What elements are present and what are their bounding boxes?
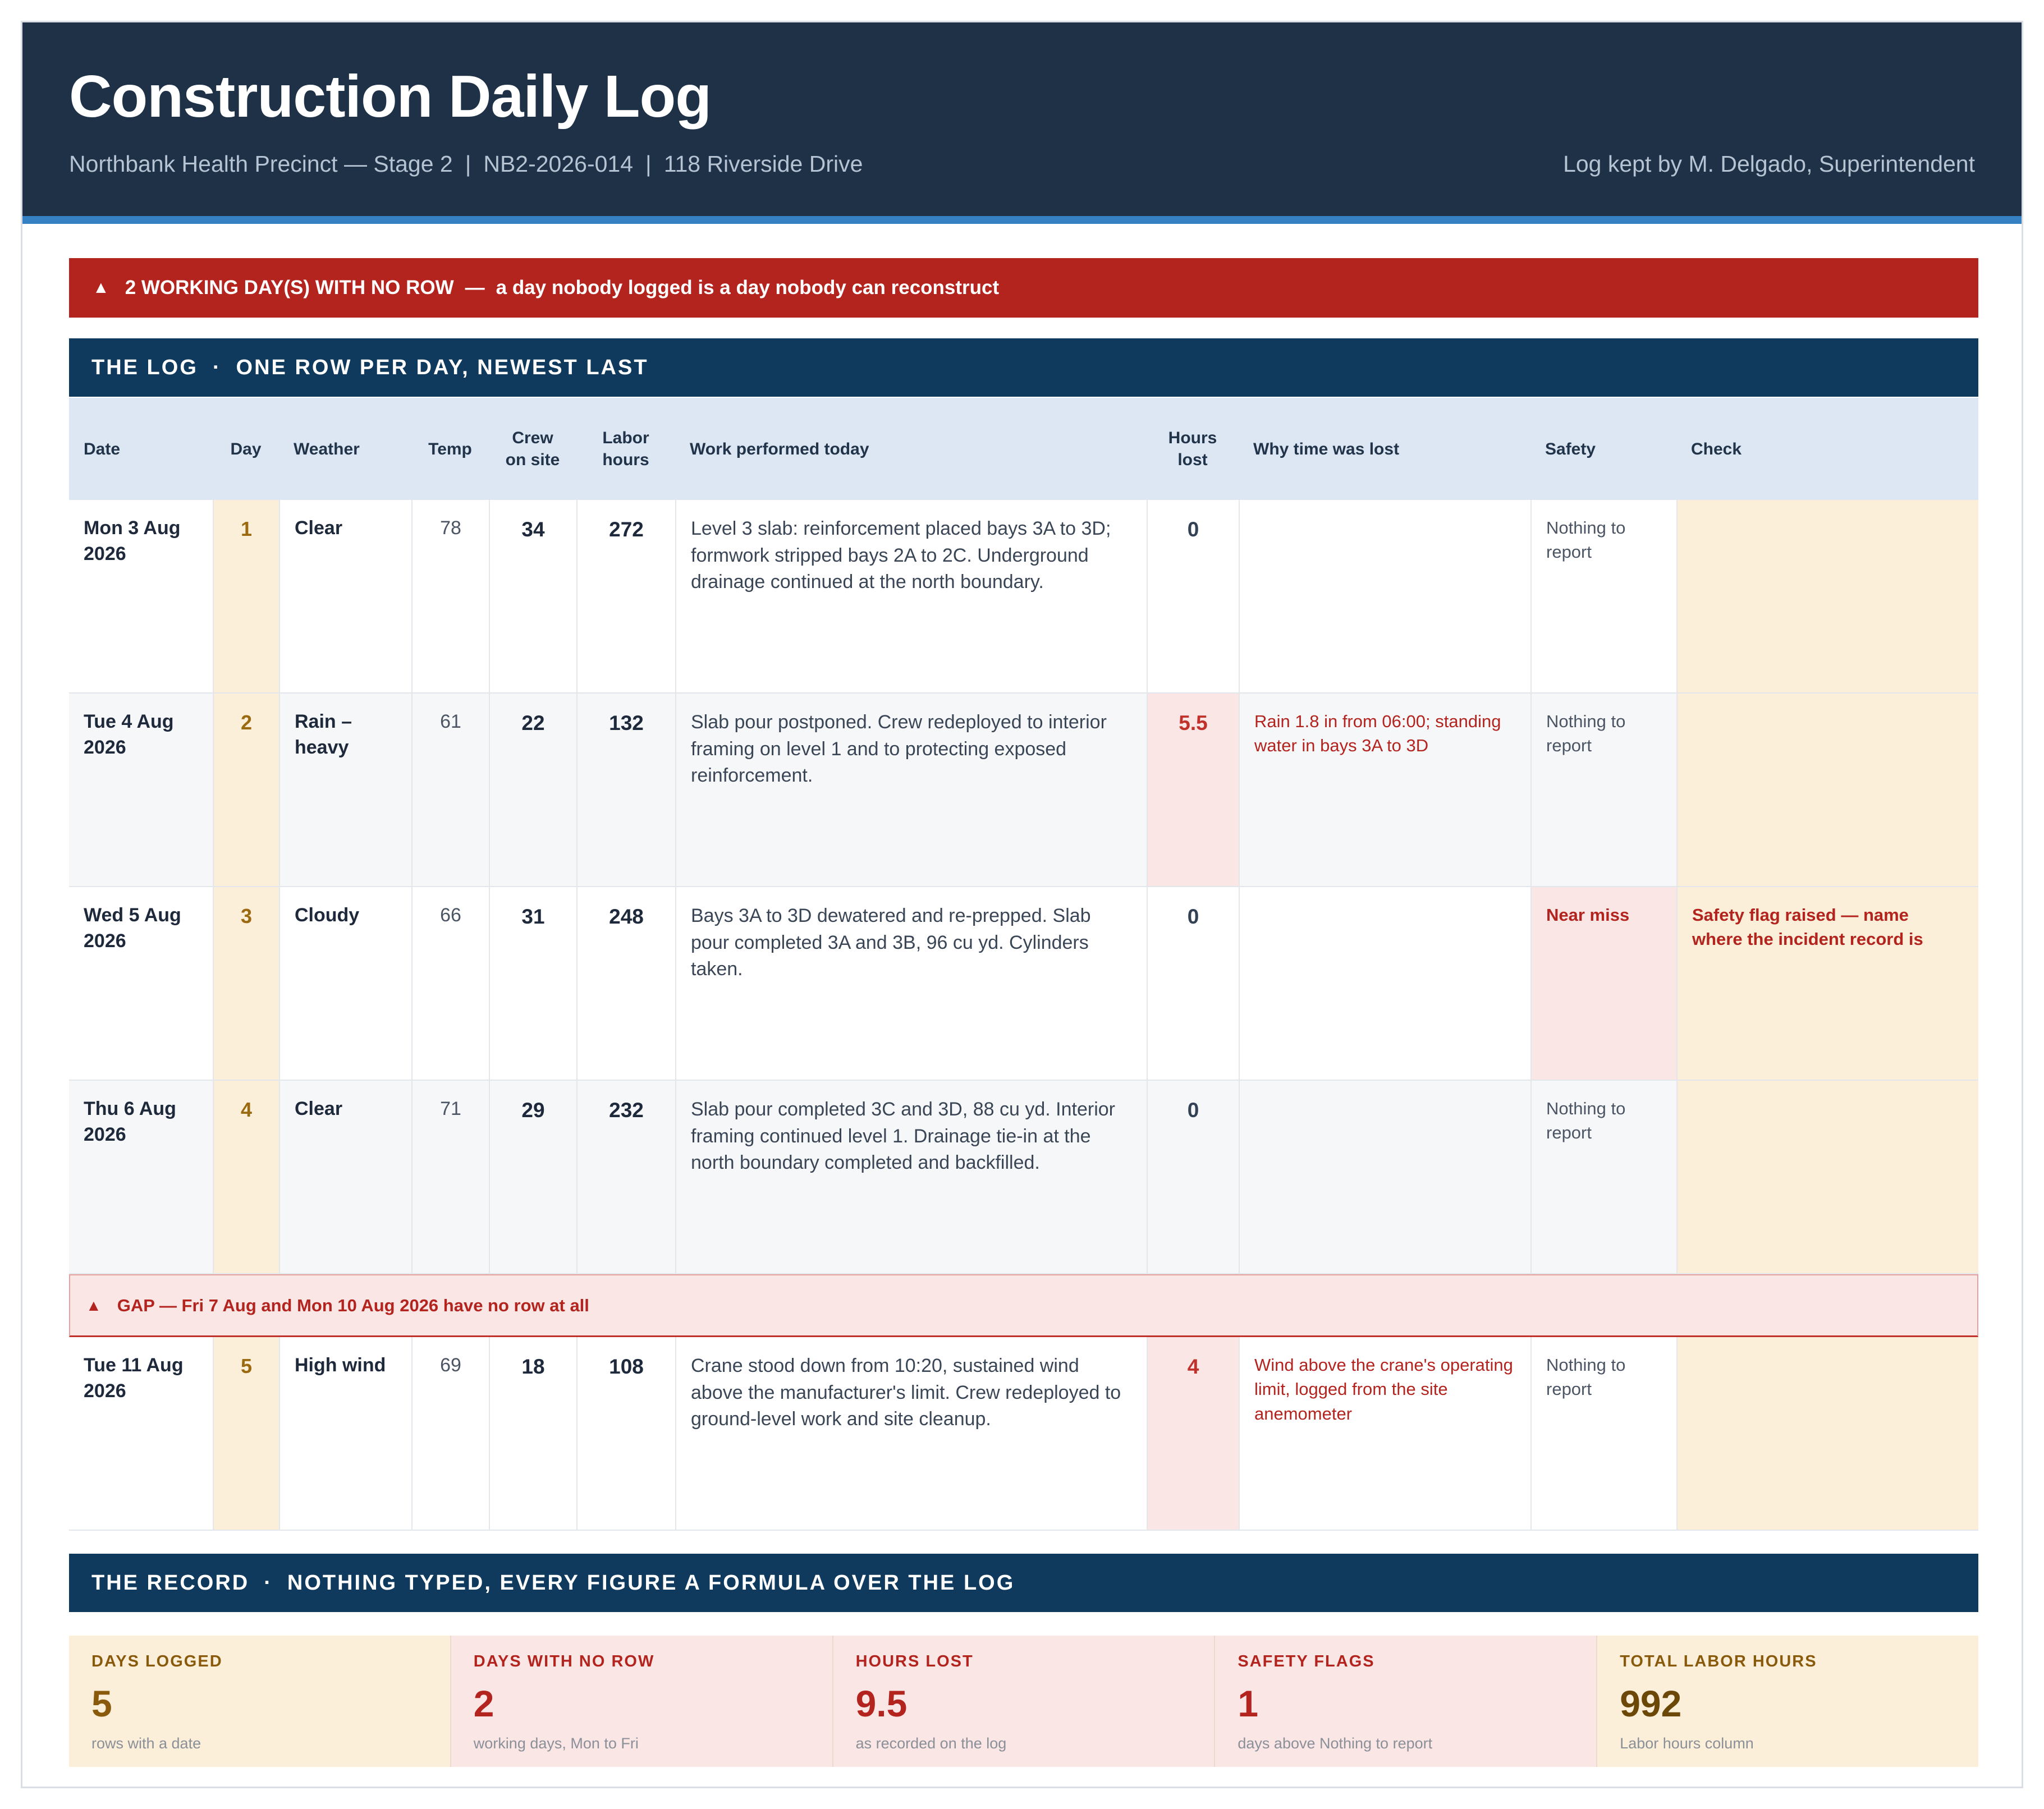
day-number-cell [213,1337,279,1530]
weather-text: Clear [295,1098,343,1119]
summary-note: as recorded on the log [855,1735,1007,1752]
date-year: 2026 [84,543,126,564]
table-row [69,1081,1978,1274]
temp-value: 71 [440,1098,461,1119]
col-header-day: Day [230,439,262,458]
why-cell [1239,694,1530,886]
hours-lost-cell [1147,887,1239,1080]
temp-value: 66 [440,904,461,926]
alert-headline: 2 WORKING DAY(S) WITH NO ROW [125,277,454,299]
temp-value: 69 [440,1355,461,1376]
check-warning-text: Safety flag raised — name where the incident record is [1692,905,1923,949]
summary-card-total-labor [1597,1636,1978,1767]
why-cell [1239,887,1530,1080]
summary-value: 5 [91,1683,112,1724]
record-section-title: THE RECORD [91,1571,250,1595]
labor-cell [576,1081,675,1273]
weather-cell [279,1081,411,1273]
gap-warning-row [69,1274,1978,1337]
why-cell [1239,1081,1530,1273]
missing-days-alert [69,258,1978,318]
crew-value: 34 [521,518,545,541]
summary-value: 9.5 [855,1683,908,1724]
weather-text: High wind [295,1355,386,1376]
weather-text: Rain – [295,711,352,732]
col-header-crew-line1: Crew [512,429,553,447]
meta-separator: | [465,151,471,177]
warning-icon: ▲ [93,278,109,297]
record-section-subtitle: NOTHING TYPED, EVERY FIGURE A FORMULA OVER THE LOG [287,1571,1015,1595]
col-header-check: Check [1691,439,1742,458]
col-header-why: Why time was lost [1253,439,1400,458]
hours-lost-value: 0 [1187,1099,1199,1122]
hours-lost-cell [1147,1081,1239,1273]
summary-label: SAFETY FLAGS [1238,1652,1375,1670]
summary-note: Labor hours column [1620,1735,1754,1752]
temp-cell [411,1337,489,1530]
summary-note: working days, Mon to Fri [473,1735,639,1752]
warning-icon: ▲ [86,1296,102,1314]
table-header [69,398,1978,500]
summary-label: HOURS LOST [855,1652,974,1670]
site-address: 118 Riverside Drive [663,151,863,177]
log-section-title: THE LOG [91,355,198,379]
date-year: 2026 [84,1380,126,1402]
record-section-band [69,1554,1978,1612]
weather-text: Clear [295,517,343,539]
day-number: 3 [240,904,253,928]
crew-value: 18 [521,1355,545,1378]
col-header-safety: Safety [1545,439,1596,458]
work-cell [675,694,1147,886]
alert-message: a day nobody logged is a day nobody can reconstruct [496,277,1000,299]
col-header-hours-line1: Hours [1168,429,1217,447]
summary-label: DAYS WITH NO ROW [473,1652,655,1670]
temp-value: 78 [440,517,461,539]
hours-lost-cell [1147,500,1239,692]
weather-cell [279,500,411,692]
hours-lost-value: 5.5 [1179,711,1208,734]
summary-value: 1 [1238,1683,1259,1724]
date-year: 2026 [84,1123,126,1145]
hours-lost-value: 0 [1187,905,1199,928]
check-cell [1676,500,1978,692]
why-cell [1239,500,1530,692]
log-section-band [69,338,1978,397]
work-text: Level 3 slab: reinforcement placed bays 3A to 3D; formwork stripped bays 2A to 2C. Underground drainage continued at the north boundary. [691,518,1111,593]
header-accent-rule [22,216,2022,224]
date-cell [69,694,213,886]
log-section-subtitle: ONE ROW PER DAY, NEWEST LAST [236,355,649,379]
safety-flag-cell [1530,887,1676,1080]
why-text: Rain 1.8 in from 06:00; standing water in bays 3A to 3D [1254,711,1501,756]
date-line: Wed 5 Aug [84,904,181,926]
date-year: 2026 [84,736,126,758]
summary-value: 992 [1620,1683,1682,1724]
col-header-temp: Temp [428,439,472,458]
date-cell [69,887,213,1080]
col-header-crew-line2: on site [505,451,560,469]
col-header-date: Date [84,439,121,458]
summary-label: TOTAL LABOR HOURS [1620,1652,1817,1670]
date-line: Mon 3 Aug [84,517,181,539]
temp-cell [411,1081,489,1273]
summary-card-days-logged [69,1636,451,1767]
safety-text: Nothing to report [1546,1099,1626,1143]
day-number: 4 [240,1098,253,1121]
work-cell [675,1337,1147,1530]
weather-cell [279,887,411,1080]
summary-label: DAYS LOGGED [91,1652,223,1670]
weather-cell [279,694,411,886]
table-row [69,887,1978,1081]
hours-lost-cell [1147,1337,1239,1530]
project-meta [69,151,863,177]
work-cell [675,887,1147,1080]
col-header-labor [576,398,675,500]
date-line: Thu 6 Aug [84,1098,176,1119]
summary-card-hours-lost [833,1636,1216,1767]
gap-warning-text: GAP — Fri 7 Aug and Mon 10 Aug 2026 have no row at all [117,1295,589,1315]
daily-log-page [21,21,2023,1788]
labor-value: 108 [609,1355,644,1378]
why-cell [1239,1337,1530,1530]
temp-cell [411,694,489,886]
col-header-hours-lost [1147,398,1239,500]
day-number-cell [213,1081,279,1273]
safety-cell [1530,1337,1676,1530]
crew-cell [489,1337,576,1530]
temp-cell [411,500,489,692]
safety-cell [1530,500,1676,692]
crew-value: 29 [521,1099,545,1122]
weather-text-2: heavy [295,736,349,758]
hours-lost-value: 0 [1187,518,1199,541]
date-line: Tue 4 Aug [84,711,174,732]
work-text: Slab pour postponed. Crew redeployed to interior framing on level 1 and to protecting exposed reinforcement. [691,711,1107,787]
day-number: 5 [240,1355,253,1378]
day-number: 2 [240,711,253,734]
col-header-crew [489,398,576,500]
crew-cell [489,887,576,1080]
work-text: Bays 3A to 3D dewatered and re-prepped. Slab pour completed 3A and 3B, 96 cu yd. Cylinders taken. [691,905,1091,980]
job-number: NB2-2026-014 [483,151,634,177]
summary-note: days above Nothing to report [1238,1735,1433,1752]
col-header-hours-line2: lost [1177,451,1208,469]
table-row [69,500,1978,694]
summary-card-days-no-row [451,1636,833,1767]
crew-cell [489,1081,576,1273]
check-cell [1676,1337,1978,1530]
date-year: 2026 [84,930,126,952]
crew-value: 31 [521,905,545,928]
col-header-labor-line1: Labor [602,429,649,447]
band-dot: · [264,1571,273,1595]
labor-cell [576,1337,675,1530]
date-cell [69,1081,213,1273]
safety-text: Nothing to report [1546,1355,1626,1399]
temp-value: 61 [440,711,461,732]
date-line: Tue 11 Aug [84,1355,184,1376]
summary-value: 2 [473,1683,494,1724]
band-dot: · [212,355,222,379]
day-number: 1 [240,517,253,540]
safety-text: Nothing to report [1546,711,1626,756]
labor-value: 232 [609,1099,644,1122]
safety-cell [1530,694,1676,886]
date-cell [69,1337,213,1530]
labor-value: 272 [609,518,644,541]
weather-text: Cloudy [295,904,360,926]
day-number-cell [213,887,279,1080]
table-row [69,1337,1978,1531]
crew-cell [489,500,576,692]
work-cell [675,1081,1147,1273]
safety-text: Nothing to report [1546,518,1626,562]
summary-note: rows with a date [91,1735,201,1752]
safety-cell [1530,1081,1676,1273]
safety-text: Near miss [1546,905,1630,925]
col-header-work: Work performed today [690,439,869,458]
day-number-cell [213,500,279,692]
log-keeper: Log kept by M. Delgado, Superintendent [1563,151,1975,177]
check-cell [1676,1081,1978,1273]
check-cell [1676,694,1978,886]
work-text: Slab pour completed 3C and 3D, 88 cu yd. Interior framing continued level 1. Drainage tie-in at the north boundary completed and backfilled. [691,1099,1115,1174]
table-row [69,694,1978,887]
page-title: Construction Daily Log [69,63,711,130]
work-text: Crane stood down from 10:20, sustained wind above the manufacturer's limit. Crew redeployed to ground-level work and site cleanup. [691,1355,1121,1430]
check-cell [1676,887,1978,1080]
page-header [22,22,2022,216]
temp-cell [411,887,489,1080]
why-text: Wind above the crane's operating limit, logged from the site anemometer [1254,1355,1513,1424]
col-header-labor-line2: hours [602,451,649,469]
day-number-cell [213,694,279,886]
hours-lost-value: 4 [1187,1355,1199,1378]
labor-value: 132 [609,711,644,734]
labor-cell [576,500,675,692]
labor-cell [576,887,675,1080]
date-cell [69,500,213,692]
col-header-weather: Weather [294,439,360,458]
crew-cell [489,694,576,886]
weather-cell [279,1337,411,1530]
summary-card-safety-flags [1215,1636,1597,1767]
labor-cell [576,694,675,886]
meta-separator: | [645,151,652,177]
summary-cards [69,1636,1978,1767]
labor-value: 248 [609,905,644,928]
work-cell [675,500,1147,692]
crew-value: 22 [521,711,545,734]
alert-dash: — [465,277,485,299]
hours-lost-cell [1147,694,1239,886]
project-name: Northbank Health Precinct — Stage 2 [69,151,453,177]
